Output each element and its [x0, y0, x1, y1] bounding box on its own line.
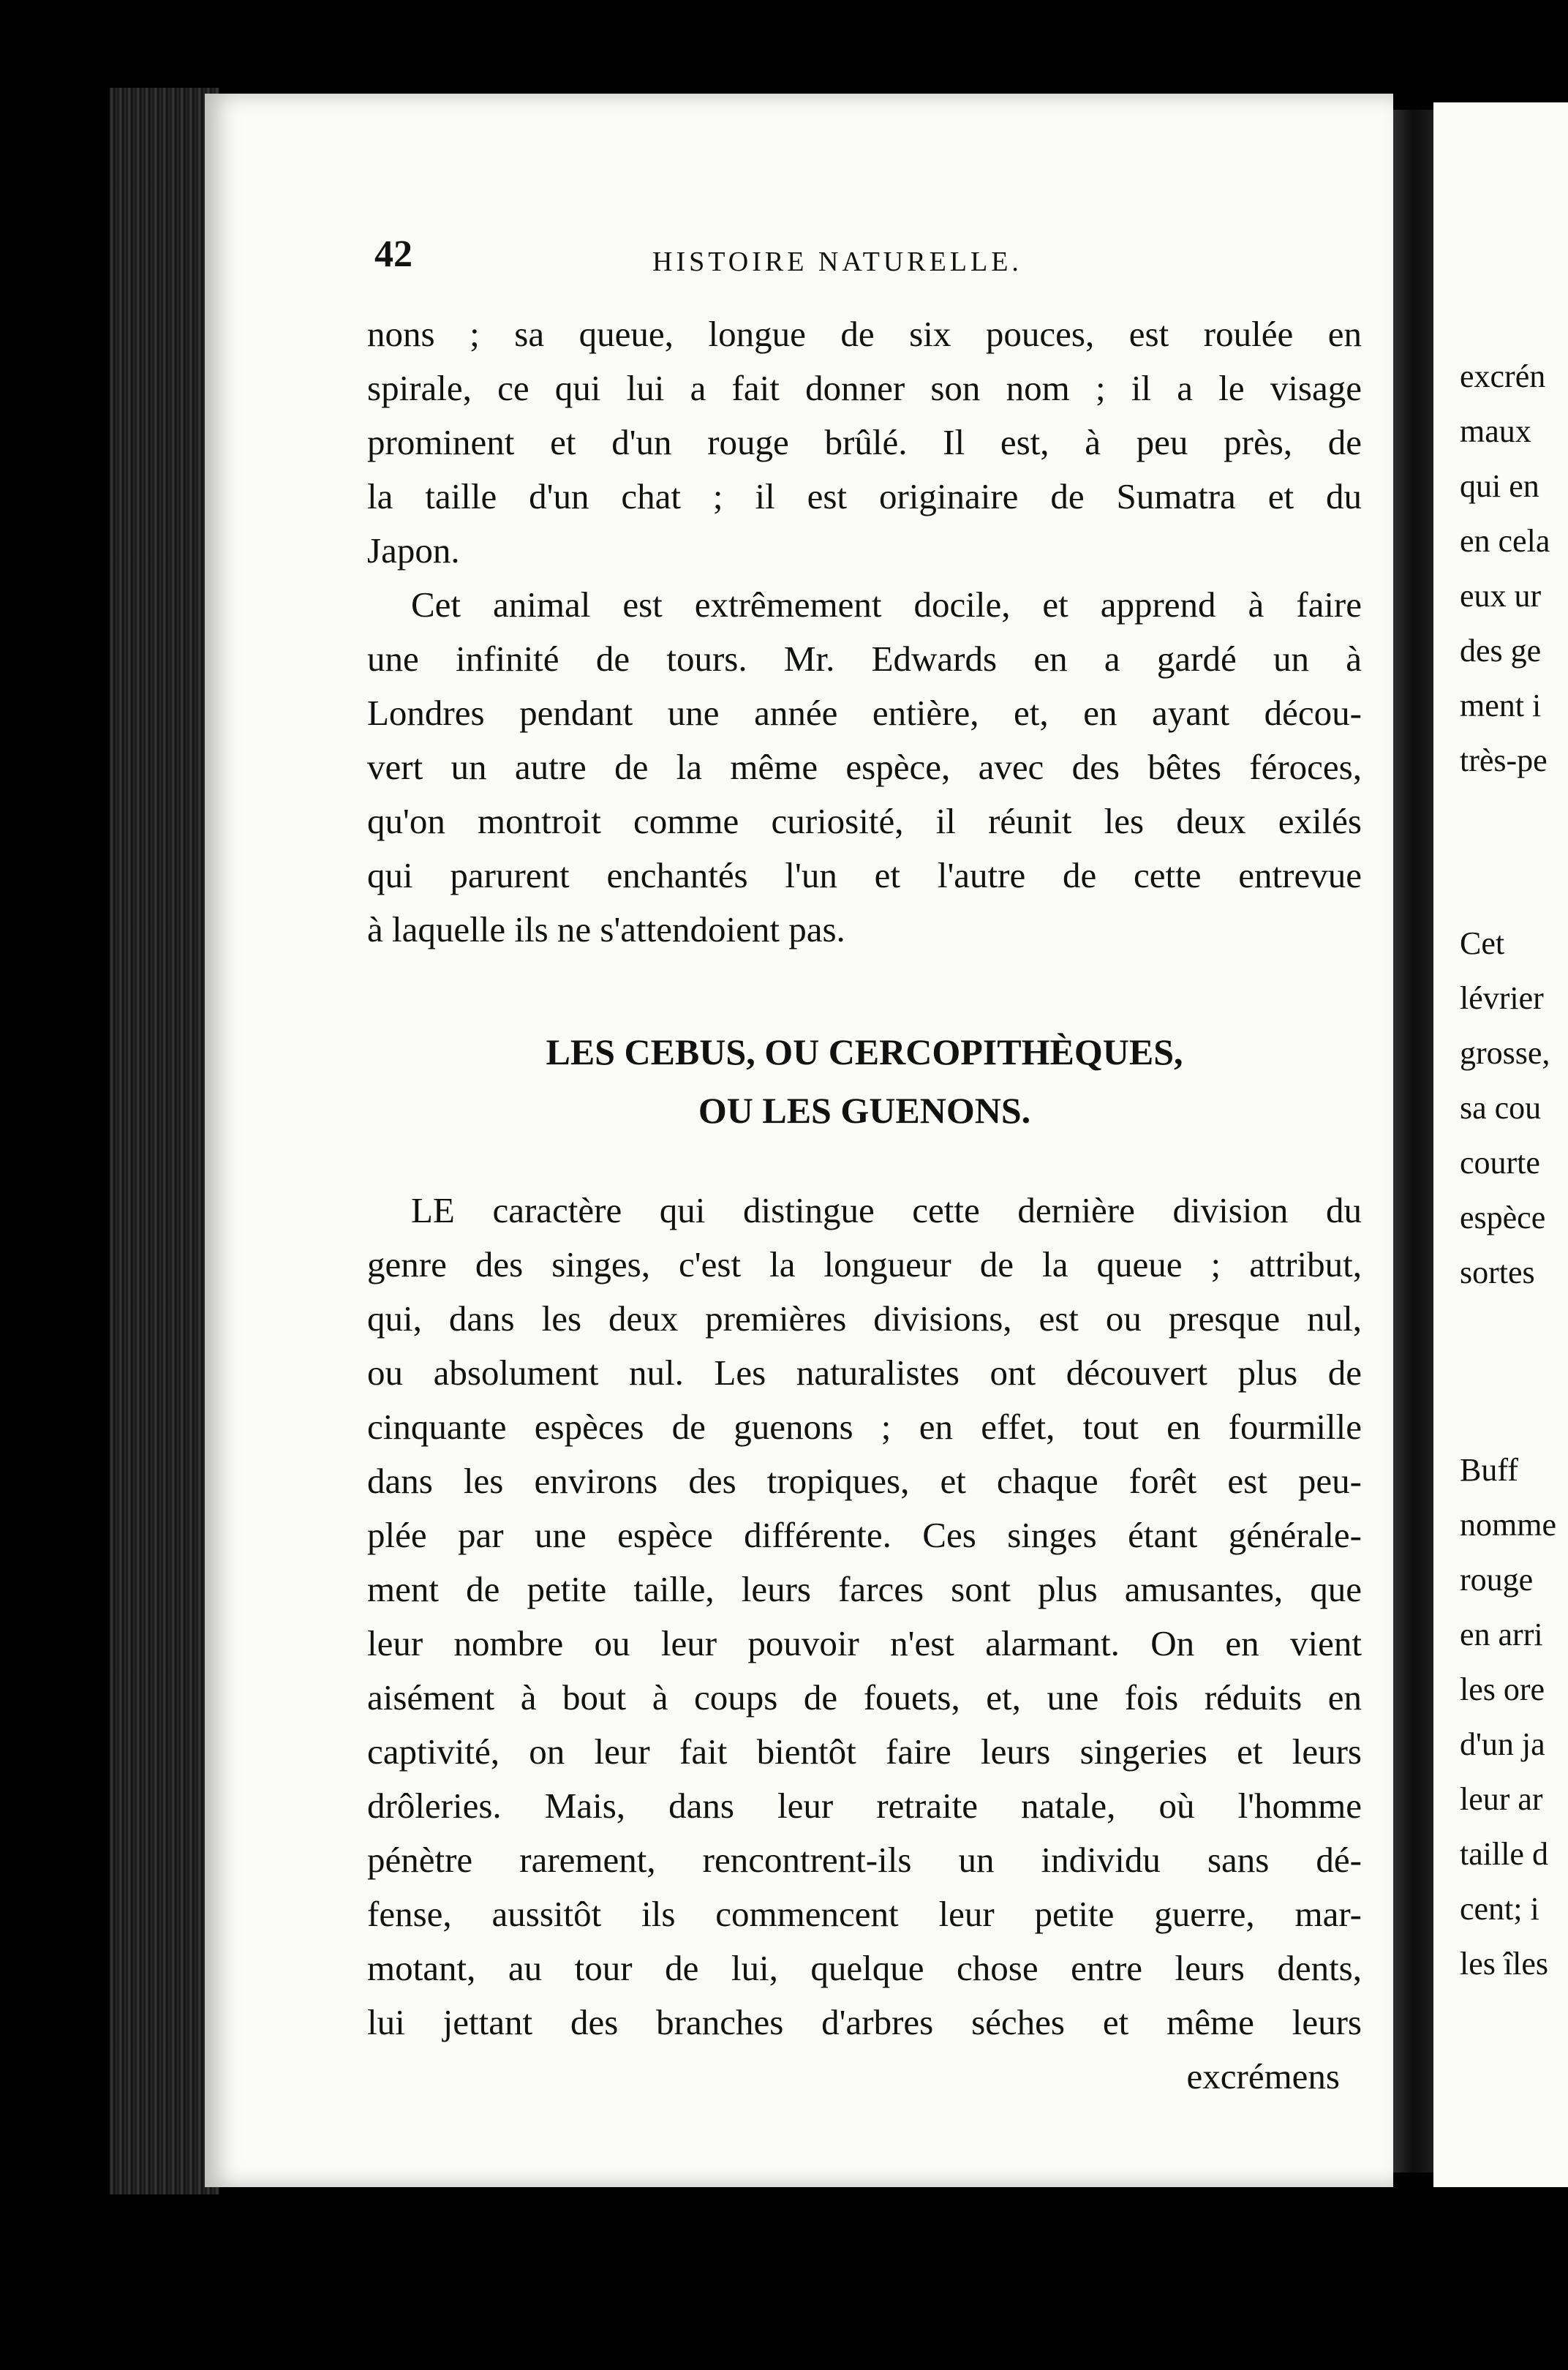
- text-line: drôleries. Mais, dans leur retraite natale, où l'homme: [367, 1786, 1362, 1826]
- fragment-line: Cet: [1460, 925, 1505, 961]
- book-spine: [110, 88, 219, 2194]
- text-line: à laquelle ils ne s'attendoient pas.: [367, 909, 845, 949]
- section-heading: [367, 1023, 1362, 1140]
- running-head-title: HISTOIRE NATURELLE.: [652, 247, 1022, 277]
- fragment-line: leur ar: [1460, 1781, 1543, 1817]
- text-line: dans les environs des tropiques, et chaque forêt est peu-: [367, 1461, 1362, 1501]
- text-line: prominent et d'un rouge brûlé. Il est, à peu près, de: [367, 422, 1362, 462]
- text-line: spirale, ce qui lui a fait donner son nom ; il a le visage: [367, 368, 1362, 408]
- text-line: leur nombre ou leur pouvoir n'est alarmant. On en vient: [367, 1623, 1362, 1663]
- text-line: ou absolument nul. Les naturalistes ont découvert plus de: [367, 1353, 1362, 1393]
- text-line: vert un autre de la même espèce, avec des bêtes féroces,: [367, 747, 1362, 787]
- fragment-line: Buff: [1460, 1452, 1518, 1488]
- fragment-line: cent; i: [1460, 1891, 1539, 1927]
- text-line: motant, au tour de lui, quelque chose entre leurs dents,: [367, 1948, 1362, 1988]
- fragment-line: eux ur: [1460, 578, 1542, 614]
- fragment-line: les ore: [1460, 1671, 1545, 1707]
- text-line: nons ; sa queue, longue de six pouces, est roulée en: [367, 314, 1362, 354]
- text-line: qu'on montroit comme curiosité, il réunit les deux exilés: [367, 801, 1362, 841]
- fragment-line: d'un ja: [1460, 1726, 1545, 1762]
- fragment-line: espèce: [1460, 1200, 1546, 1235]
- text-line: qui, dans les deux premières divisions, est ou presque nul,: [367, 1298, 1362, 1339]
- fragment-line: courte: [1460, 1145, 1540, 1181]
- section-heading-line: LES CEBUS, OU CERCOPITHÈQUES,: [546, 1031, 1183, 1072]
- running-head: [374, 233, 1351, 291]
- paragraph-2: [367, 578, 1362, 957]
- fragment-line: grosse,: [1460, 1035, 1550, 1071]
- fragment-line: ment i: [1460, 688, 1542, 723]
- text-line: Japon.: [367, 530, 460, 571]
- fragment-line: sa cou: [1460, 1090, 1542, 1126]
- text-line: captivité, on leur fait bientôt faire leurs singeries et leurs: [367, 1731, 1362, 1772]
- text-line: plée par une espèce différente. Ces singes étant générale-: [367, 1515, 1362, 1555]
- page-gutter: [1393, 110, 1433, 2172]
- text-line: genre des singes, c'est la longueur de la queue ; attribut,: [367, 1244, 1362, 1284]
- text-line: pénètre rarement, rencontrent-ils un individu sans dé-: [367, 1840, 1362, 1880]
- text-line: Cet animal est extrêmement docile, et apprend à faire: [411, 584, 1362, 625]
- page-number: 42: [374, 233, 412, 275]
- text-line: aisément à bout à coups de fouets, et, une fois réduits en: [367, 1677, 1362, 1718]
- fragment-line: des ge: [1460, 633, 1542, 669]
- text-line: Londres pendant une année entière, et, en ayant décou-: [367, 693, 1362, 733]
- section-heading-line: OU LES GUENONS.: [698, 1090, 1031, 1131]
- text-line: une infinité de tours. Mr. Edwards en a gardé un à: [367, 639, 1362, 679]
- fragment-line: en cela: [1460, 523, 1550, 559]
- page-body: [367, 307, 1362, 2104]
- fragment-line: très-pe: [1460, 742, 1548, 778]
- fragment-line: lévrier: [1460, 980, 1544, 1016]
- right-page-edge: [1433, 102, 1568, 2187]
- fragment-line: qui en: [1460, 468, 1539, 504]
- fragment-line: excrén: [1460, 358, 1546, 394]
- fragment-line: taille d: [1460, 1836, 1548, 1872]
- text-line: qui parurent enchantés l'un et l'autre de cette entrevue: [367, 855, 1362, 895]
- fragment-line: nomme: [1460, 1507, 1556, 1543]
- fragment-line: maux: [1460, 413, 1531, 449]
- fragment-line: rouge: [1460, 1562, 1534, 1598]
- text-line: cinquante espèces de guenons ; en effet, tout en fourmille: [367, 1407, 1362, 1447]
- fragment-line: sortes: [1460, 1254, 1535, 1290]
- fragment-line: les îles: [1460, 1946, 1548, 1982]
- paragraph-3: [367, 1184, 1362, 2050]
- catchword: excrémens: [1186, 2056, 1340, 2096]
- fragment-line: en arri: [1460, 1617, 1543, 1652]
- text-line: fense, aussitôt ils commencent leur petite guerre, mar-: [367, 1894, 1362, 1934]
- paragraph-1: [367, 307, 1362, 578]
- text-line: la taille d'un chat ; il est originaire de Sumatra et du: [367, 476, 1362, 516]
- text-line: lui jettant des branches d'arbres séches et même leurs: [367, 2002, 1362, 2042]
- text-line: LE caractère qui distingue cette dernière division du: [411, 1190, 1362, 1230]
- text-line: ment de petite taille, leurs farces sont plus amusantes, que: [367, 1569, 1362, 1609]
